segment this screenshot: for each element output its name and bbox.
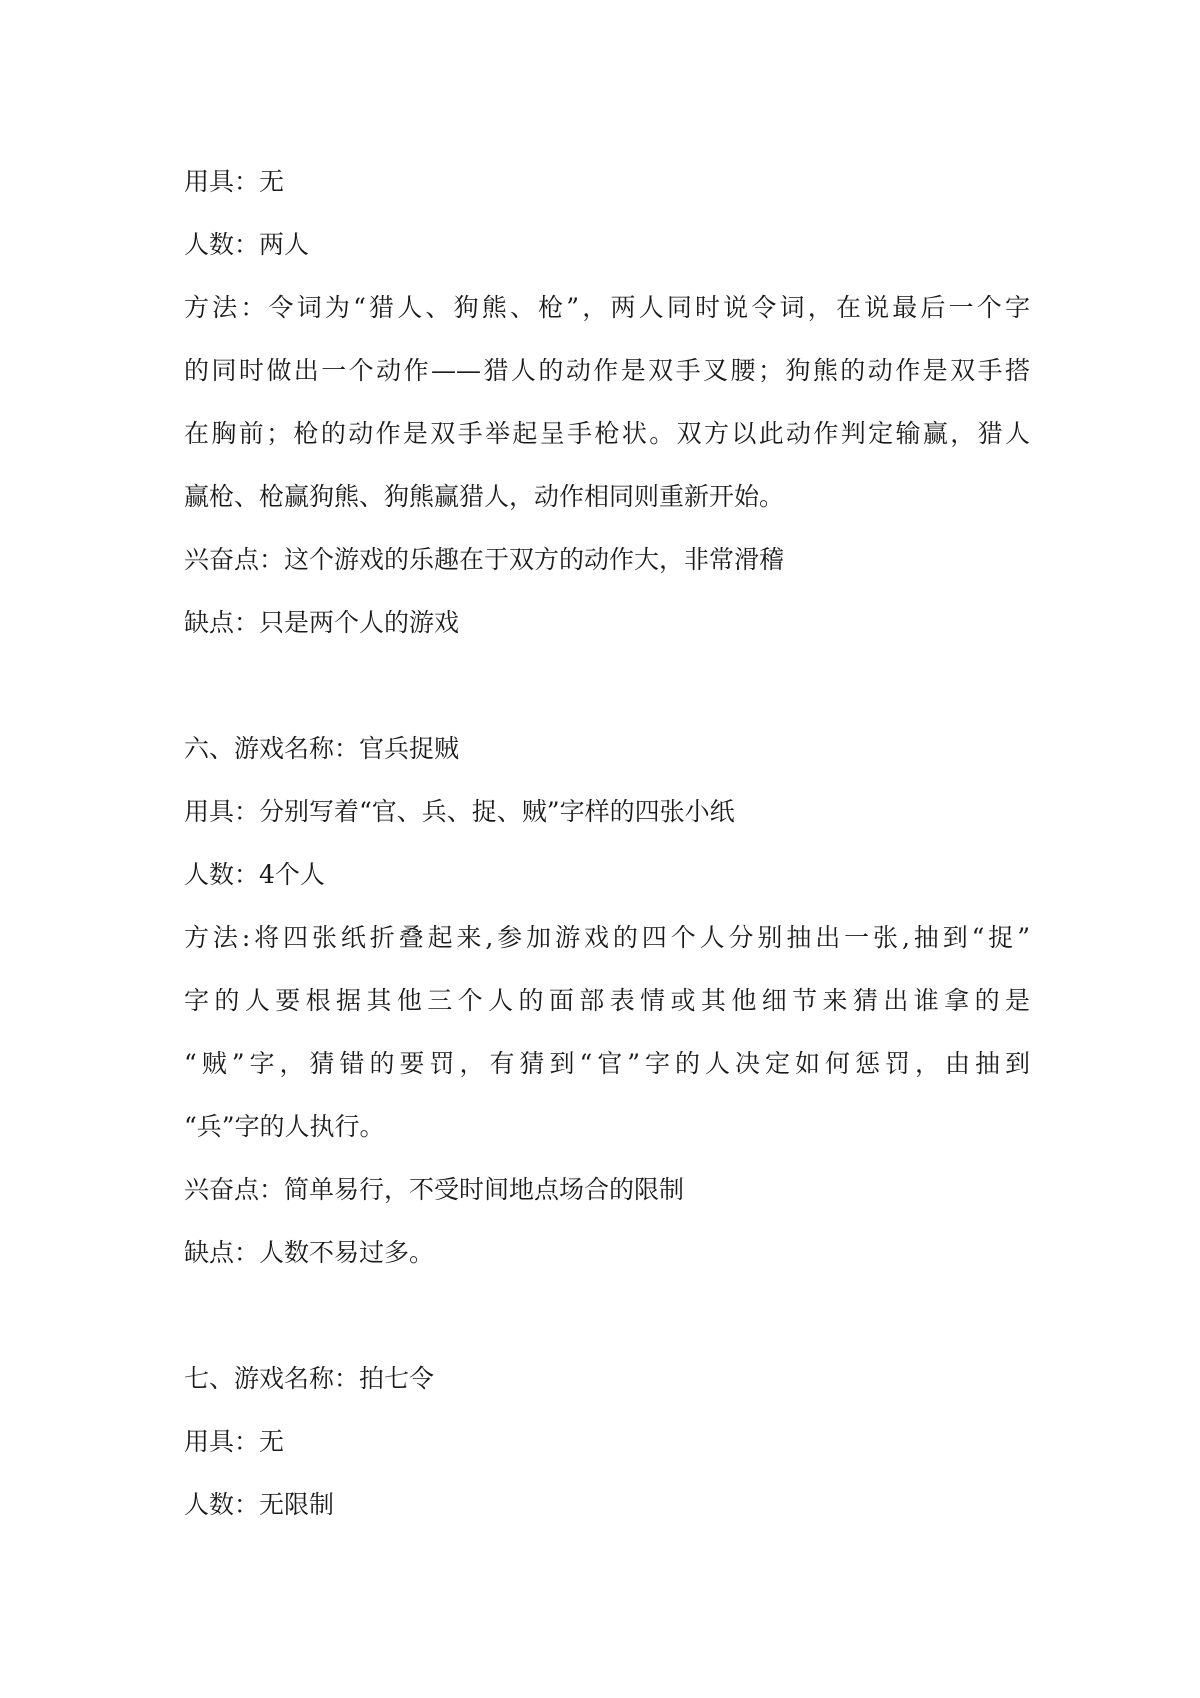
- game5-drawback: 缺点：只是两个人的游戏: [184, 608, 460, 637]
- section-spacer: [184, 1284, 1030, 1347]
- game5-method-line: 赢枪、枪赢狗熊、狗熊赢猎人，动作相同则重新开始。: [184, 482, 785, 511]
- game6-drawback: 缺点：人数不易过多。: [184, 1238, 435, 1267]
- game5-tools: 用具：无: [184, 167, 285, 196]
- game5-method-line: 的同时做出一个动作——猎人的动作是双手叉腰；狗熊的动作是双手搭: [184, 356, 1030, 385]
- game7-tools: 用具：无: [184, 1427, 285, 1456]
- game7-players: 人数：无限制: [184, 1490, 335, 1519]
- document-page: [184, 150, 1030, 1536]
- game6-method-line: 字的人要根据其他三个人的面部表情或其他细节来猜出谁拿的是: [184, 986, 1030, 1015]
- game5-players: 人数：两人: [184, 230, 310, 259]
- game6-title: 六、游戏名称：官兵捉贼: [184, 734, 460, 763]
- game5-highlight: 兴奋点：这个游戏的乐趣在于双方的动作大，非常滑稽: [184, 545, 785, 574]
- game6-players: 人数：4个人: [184, 860, 325, 889]
- section-spacer: [184, 654, 1030, 717]
- game6-method-line: “兵”字的人执行。: [184, 1112, 385, 1141]
- game5-method-line: 方法：令词为“猎人、狗熊、枪”，两人同时说令词，在说最后一个字: [184, 293, 1030, 322]
- game6-highlight: 兴奋点：简单易行，不受时间地点场合的限制: [184, 1175, 685, 1204]
- game5-method-line: 在胸前；枪的动作是双手举起呈手枪状。双方以此动作判定输赢，猎人: [184, 419, 1030, 448]
- game7-title: 七、游戏名称：拍七令: [184, 1364, 435, 1393]
- game6-method-line: 方法:将四张纸折叠起来,参加游戏的四个人分别抽出一张,抽到“捉”: [184, 923, 1030, 952]
- game6-tools: 用具：分别写着“官、兵、捉、贼”字样的四张小纸: [184, 797, 735, 826]
- game6-method-line: “贼”字，猜错的要罚，有猜到“官”字的人决定如何惩罚，由抽到: [184, 1049, 1030, 1078]
